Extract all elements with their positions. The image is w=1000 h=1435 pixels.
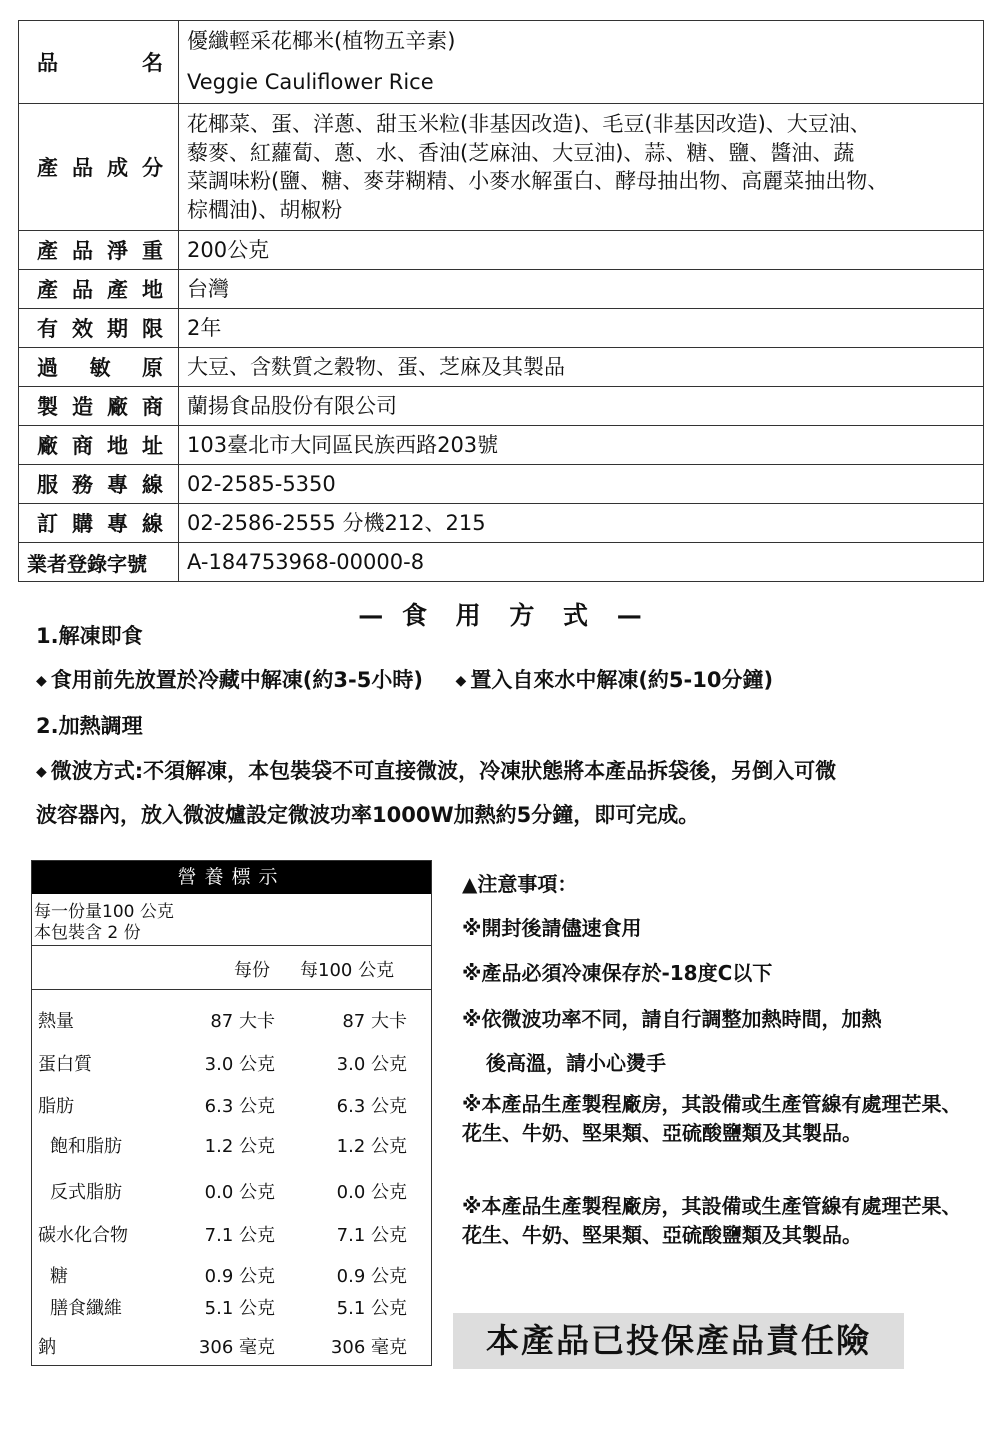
spec-label: 訂購專線 (19, 504, 179, 543)
note-item: ※依微波功率不同，請自行調整加熱時間，加熱 (462, 1007, 882, 1031)
nutrient-per-100g: 87 大卡 (342, 1011, 407, 1032)
nutrient-per-100g: 0.9 公克 (336, 1266, 407, 1287)
step2-line (36, 755, 836, 785)
spec-value: A-184753968-00000-8 (179, 543, 984, 582)
usage-title-text: 食 用 方 式 (401, 601, 599, 630)
product-name-zh: 優纖輕采花椰米(植物五辛素) (187, 29, 456, 53)
serving-info (32, 894, 431, 946)
servings-per-package: 本包裝含 2 份 (34, 923, 141, 943)
title-dash-left: — (358, 601, 384, 630)
ingredients-line: 菜調味粉(鹽、糖、麥芽糊精、小麥水解蛋白、酵母抽出物、高麗菜抽出物、 (187, 169, 889, 193)
title-dash-right: — (616, 601, 642, 630)
diamond-bullet-icon: ◆ (36, 673, 47, 689)
product-spec-table (18, 20, 984, 582)
spec-value: 02-2586-2555 分機212、215 (179, 504, 984, 543)
spec-value: 台灣 (179, 270, 984, 309)
spec-row (19, 387, 984, 426)
note-item: ※開封後請儘速食用 (462, 916, 642, 940)
nutrient-per-100g: 1.2 公克 (336, 1136, 407, 1157)
nutrient-per-100g: 5.1 公克 (336, 1298, 407, 1319)
nutrient-per-serving: 306 毫克 (198, 1337, 275, 1358)
spec-label: 服務專線 (19, 465, 179, 504)
nutrient-name: 碳水化合物 (38, 1225, 128, 1246)
spec-value: 200公克 (179, 231, 984, 270)
spec-value: 蘭揚食品股份有限公司 (179, 387, 984, 426)
spec-label: 廠商地址 (19, 426, 179, 465)
spec-row (19, 504, 984, 543)
nutrient-per-100g: 3.0 公克 (336, 1054, 407, 1075)
usage-title (0, 596, 1000, 632)
spec-label: 過敏原 (19, 348, 179, 387)
nutrient-name: 反式脂肪 (50, 1182, 122, 1203)
nutrition-facts-panel (31, 860, 432, 1366)
spec-label: 產品淨重 (19, 231, 179, 270)
spec-row (19, 465, 984, 504)
nutrient-per-100g: 6.3 公克 (336, 1096, 407, 1117)
spec-row-ingredients (19, 104, 984, 231)
nutrient-per-serving: 6.3 公克 (204, 1096, 275, 1117)
nutrient-per-100g: 306 毫克 (330, 1337, 407, 1358)
spec-label: 製造廠商 (19, 387, 179, 426)
nutrient-per-serving: 0.9 公克 (204, 1266, 275, 1287)
spec-label: 業者登錄字號 (19, 543, 179, 582)
ingredients-line: 藜麥、紅蘿蔔、蔥、水、香油(芝麻油、大豆油)、蒜、糖、鹽、醬油、蔬 (187, 140, 855, 165)
nutrient-name: 蛋白質 (38, 1054, 92, 1075)
nutrient-name: 飽和脂肪 (50, 1136, 122, 1157)
nutrient-per-serving: 7.1 公克 (204, 1225, 275, 1246)
insurance-banner: 本產品已投保產品責任險 (453, 1313, 904, 1369)
notes-title: ▲注意事項： (462, 872, 578, 896)
spec-label: 有效期限 (19, 309, 179, 348)
nutrient-name: 鈉 (38, 1337, 56, 1358)
diamond-bullet-icon: ◆ (455, 673, 467, 689)
col-per-100g: 每100 公克 (300, 960, 395, 981)
note-item: ※產品必須冷凍保存於-18度C以下 (462, 961, 773, 985)
note-item-cont: 後高溫，請小心燙手 (486, 1051, 666, 1075)
spec-label: 產品成分 (19, 104, 179, 231)
nutrient-per-serving: 5.1 公克 (204, 1298, 275, 1319)
spec-row (19, 348, 984, 387)
nutrient-per-100g: 7.1 公克 (336, 1225, 407, 1246)
spec-value: 103臺北市大同區民族西路203號 (179, 426, 984, 465)
spec-value: 02-2585-5350 (179, 465, 984, 504)
spec-row-name (19, 21, 984, 104)
spec-row (19, 231, 984, 270)
nutrient-per-100g: 0.0 公克 (336, 1182, 407, 1203)
serving-size: 每一份量100 公克 (34, 902, 174, 922)
note-item: ※本產品生產製程廠房，其設備或生產管線有處理芒果、花生、牛奶、堅果類、亞硫酸鹽類及其製品。 (462, 1194, 962, 1247)
product-name-en: Veggie Cauliflower Rice (187, 70, 434, 94)
step1-title: 1.解凍即食 (36, 624, 143, 648)
spec-label: 品 名 (19, 21, 179, 104)
step1-option-b: 置入自來水中解凍(約5-10分鐘) (470, 668, 774, 692)
ingredients-line: 花椰菜、蛋、洋蔥、甜玉米粒(非基因改造)、毛豆(非基因改造)、大豆油、 (187, 112, 871, 136)
spec-row (19, 309, 984, 348)
spec-value: 大豆、含麩質之穀物、蛋、芝麻及其製品 (179, 348, 984, 387)
step2-title: 2.加熱調理 (36, 714, 143, 738)
spec-row (19, 426, 984, 465)
ingredients-line: 棕櫚油)、胡椒粉 (187, 197, 343, 222)
nutrient-per-serving: 3.0 公克 (204, 1054, 275, 1075)
nutrient-per-serving: 0.0 公克 (204, 1182, 275, 1203)
nutrient-per-serving: 87 大卡 (210, 1011, 275, 1032)
nutrient-name: 脂肪 (38, 1096, 74, 1117)
diamond-bullet-icon: ◆ (36, 764, 47, 780)
col-per-serving: 每份 (234, 960, 270, 981)
nutrient-per-serving: 1.2 公克 (204, 1136, 275, 1157)
step2-text-1: 微波方式:不須解凍，本包裝袋不可直接微波，冷凍狀態將本產品拆袋後，另倒入可微 (50, 759, 837, 783)
spec-row (19, 270, 984, 309)
step1-instructions (36, 664, 773, 694)
note-item: ※本產品生產製程廠房，其設備或生產管線有處理芒果、花生、牛奶、堅果類、亞硫酸鹽類及其製品。 (462, 1092, 962, 1145)
spec-value (179, 21, 984, 104)
nutrient-name: 熱量 (38, 1011, 74, 1032)
step2-text-2: 波容器內，放入微波爐設定微波功率1000W加熱約5分鐘，即可完成。 (36, 803, 700, 827)
spec-value (179, 104, 984, 231)
step1-option-a: 食用前先放置於冷藏中解凍(約3-5小時) (50, 668, 423, 692)
nutrition-column-headers (32, 946, 431, 990)
spec-row (19, 543, 984, 582)
nutrient-name: 糖 (50, 1266, 68, 1287)
spec-value: 2年 (179, 309, 984, 348)
nutrition-title: 營養標示 (32, 861, 431, 894)
nutrient-name: 膳食纖維 (50, 1298, 122, 1319)
spec-label: 產品產地 (19, 270, 179, 309)
